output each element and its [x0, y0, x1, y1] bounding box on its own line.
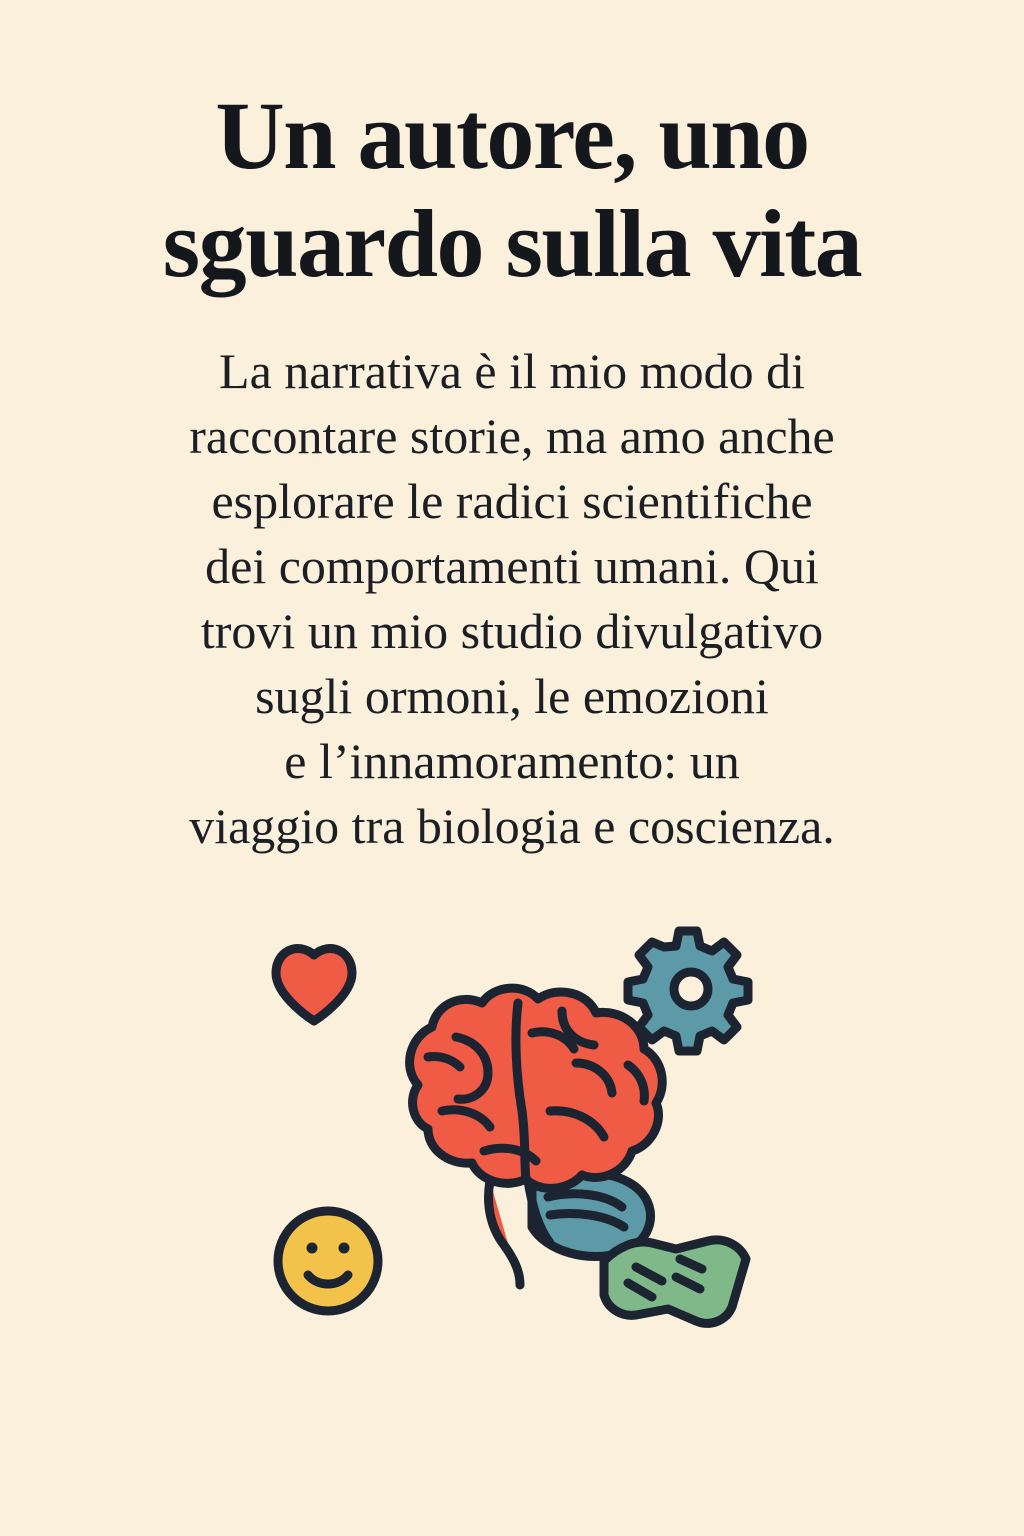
brain-emotions-illustration	[232, 915, 792, 1335]
handshake-icon	[604, 1240, 746, 1323]
body-line: dei comportamenti umani. Qui	[205, 538, 819, 595]
body-line: raccontare storie, ma amo anche	[189, 408, 835, 465]
heart-icon	[276, 949, 352, 1021]
page-title	[0, 0, 1024, 297]
illustration-svg	[232, 915, 792, 1335]
body-line: e l’innamoramento: un	[284, 733, 740, 790]
body-line: La narrativa è il mio modo di	[219, 343, 805, 400]
smiley-face-icon	[278, 1211, 378, 1311]
gear-icon	[628, 931, 748, 1051]
body-paragraph	[0, 297, 1024, 859]
body-line: esplorare le radici scientifiche	[211, 473, 813, 530]
page-title-line: sguardo sulla vita	[162, 189, 862, 297]
body-line: viaggio tra biologia e coscienza.	[189, 798, 835, 855]
page-title-line: Un autore, uno	[215, 82, 809, 189]
body-line: trovi un mio studio divulgativo	[200, 603, 824, 660]
body-line: sugli ormoni, le emozioni	[255, 668, 769, 725]
